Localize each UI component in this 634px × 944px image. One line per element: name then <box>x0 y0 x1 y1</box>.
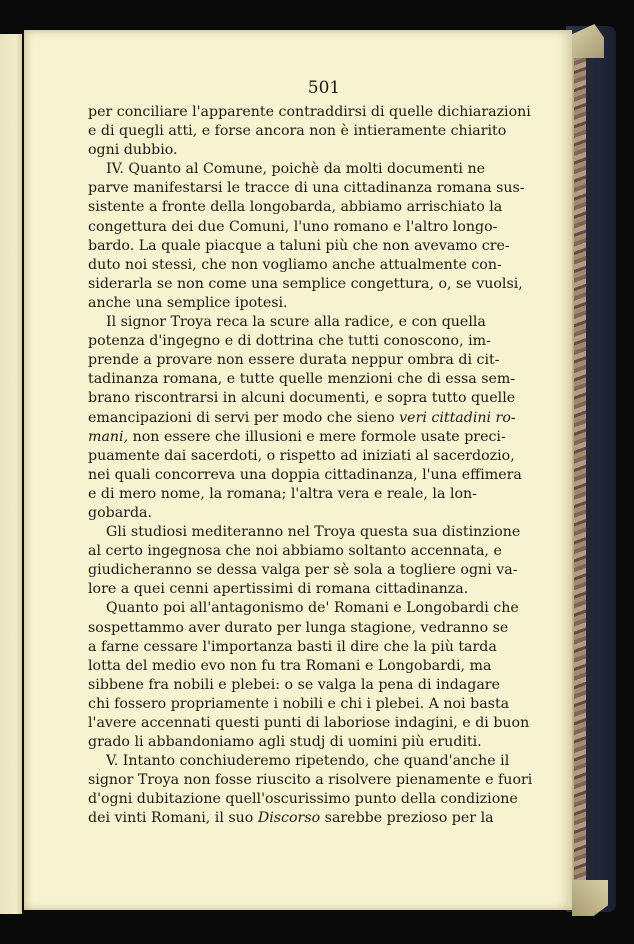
text-line: prende a provare non essere durata neppur ombra di cit- <box>88 352 500 369</box>
text-line: lotta del medio evo non fu tra Romani e Longobardi, ma <box>88 657 492 674</box>
text-line: Gli studiosi mediteranno nel Troya questa sua distinzione <box>106 524 521 541</box>
italic-text: mani, <box>88 428 129 445</box>
text-line: dei vinti Romani, il suo Discorso sarebbe prezioso per la <box>88 810 494 827</box>
text-line: congettura dei due Comuni, l'uno romano e l'altro longo- <box>88 218 498 235</box>
text-line: bardo. La quale piacque a taluni più che non avevamo cre- <box>88 237 510 254</box>
text-line: emancipazioni di servi per modo che sieno veri cittadini ro- <box>88 409 516 426</box>
italic-text: veri cittadini ro- <box>399 409 516 426</box>
italic-text: Discorso <box>257 810 321 827</box>
text-line: giudicheranno se dessa valga per sè sola a togliere ogni va- <box>88 562 518 579</box>
text-line: anche una semplice ipotesi. <box>88 294 288 311</box>
text-line: IV. Quanto al Comune, poichè da molti documenti ne <box>106 161 486 178</box>
text-line: lore a quei cenni apertissimi di romana cittadinanza. <box>88 581 469 598</box>
text-line: brano riscontrarsi in alcuni documenti, e sopra tutto quelle <box>88 390 516 407</box>
text-line: sibbene fra nobili e plebei: o se valga la pena di indagare <box>88 676 500 693</box>
text-line: puamente dai sacerdoti, o rispetto ad iniziati al sacerdozio, <box>88 447 515 464</box>
text-line: sistente a fronte della longobarda, abbiamo arrischiato la <box>88 199 503 216</box>
text-line: ogni dubbio. <box>88 142 178 159</box>
text-line: al certo ingegnosa che noi abbiamo soltanto accennata, e <box>88 543 502 560</box>
text-line: potenza d'ingegno e di dottrina che tutti conoscono, im- <box>88 333 491 350</box>
text-line: tadinanza romana, e tutte quelle menzioni che di essa sem- <box>88 371 516 388</box>
text-line: signor Troya non fosse riuscito a risolvere pienamente e fuori <box>88 772 533 789</box>
text-line: a farne cessare l'importanza basti il dire che la più tarda <box>88 638 497 655</box>
text-line: l'avere accennati questi punti di laboriose indagini, e di buon <box>88 715 530 731</box>
text-line: mani, non essere che illusioni e mere formole usate preci- <box>88 428 506 445</box>
text-line: parve manifestarsi le tracce di una cittadinanza romana sus- <box>88 180 525 197</box>
text-line: sospettammo aver durato per lunga stagione, vedranno se <box>88 619 509 636</box>
page-number: 501 <box>307 78 341 98</box>
previous-page-edge <box>0 34 22 914</box>
text-line: Quanto poi all'antagonismo de' Romani e Longobardi che <box>106 600 519 617</box>
text-line: V. Intanto conchiuderemo ripetendo, che quand'anche il <box>106 753 510 770</box>
marbled-edge <box>574 38 586 900</box>
text-line: d'ogni dubitazione quell'oscurissimo punto della condizione <box>88 791 518 808</box>
text-line: per conciliare l'apparente contraddirsi di quelle dichiarazioni <box>88 104 531 120</box>
text-line: gobarda. <box>88 504 152 521</box>
text-line: chi fossero propriamente i nobili e chi i plebei. A noi basta <box>88 695 510 712</box>
text-line: duto noi stessi, che non vogliamo anche attualmente con- <box>88 256 502 273</box>
text-line: e di mero nome, la romana; l'altra vera e reale, la lon- <box>88 485 477 502</box>
text-line: grado li abbandoniamo agli studj di uomini più eruditi. <box>88 734 482 751</box>
text-line: siderarla se non come una semplice congettura, o, se vuolsi, <box>88 275 523 292</box>
page-body-text <box>88 103 533 829</box>
text-line: e di quegli atti, e forse ancora non è intieramente chiarito <box>88 123 507 140</box>
text-line: nei quali concorreva una doppia cittadinanza, l'una effimera <box>88 466 522 483</box>
text-line: Il signor Troya reca la scure alla radice, e con quella <box>106 314 486 331</box>
